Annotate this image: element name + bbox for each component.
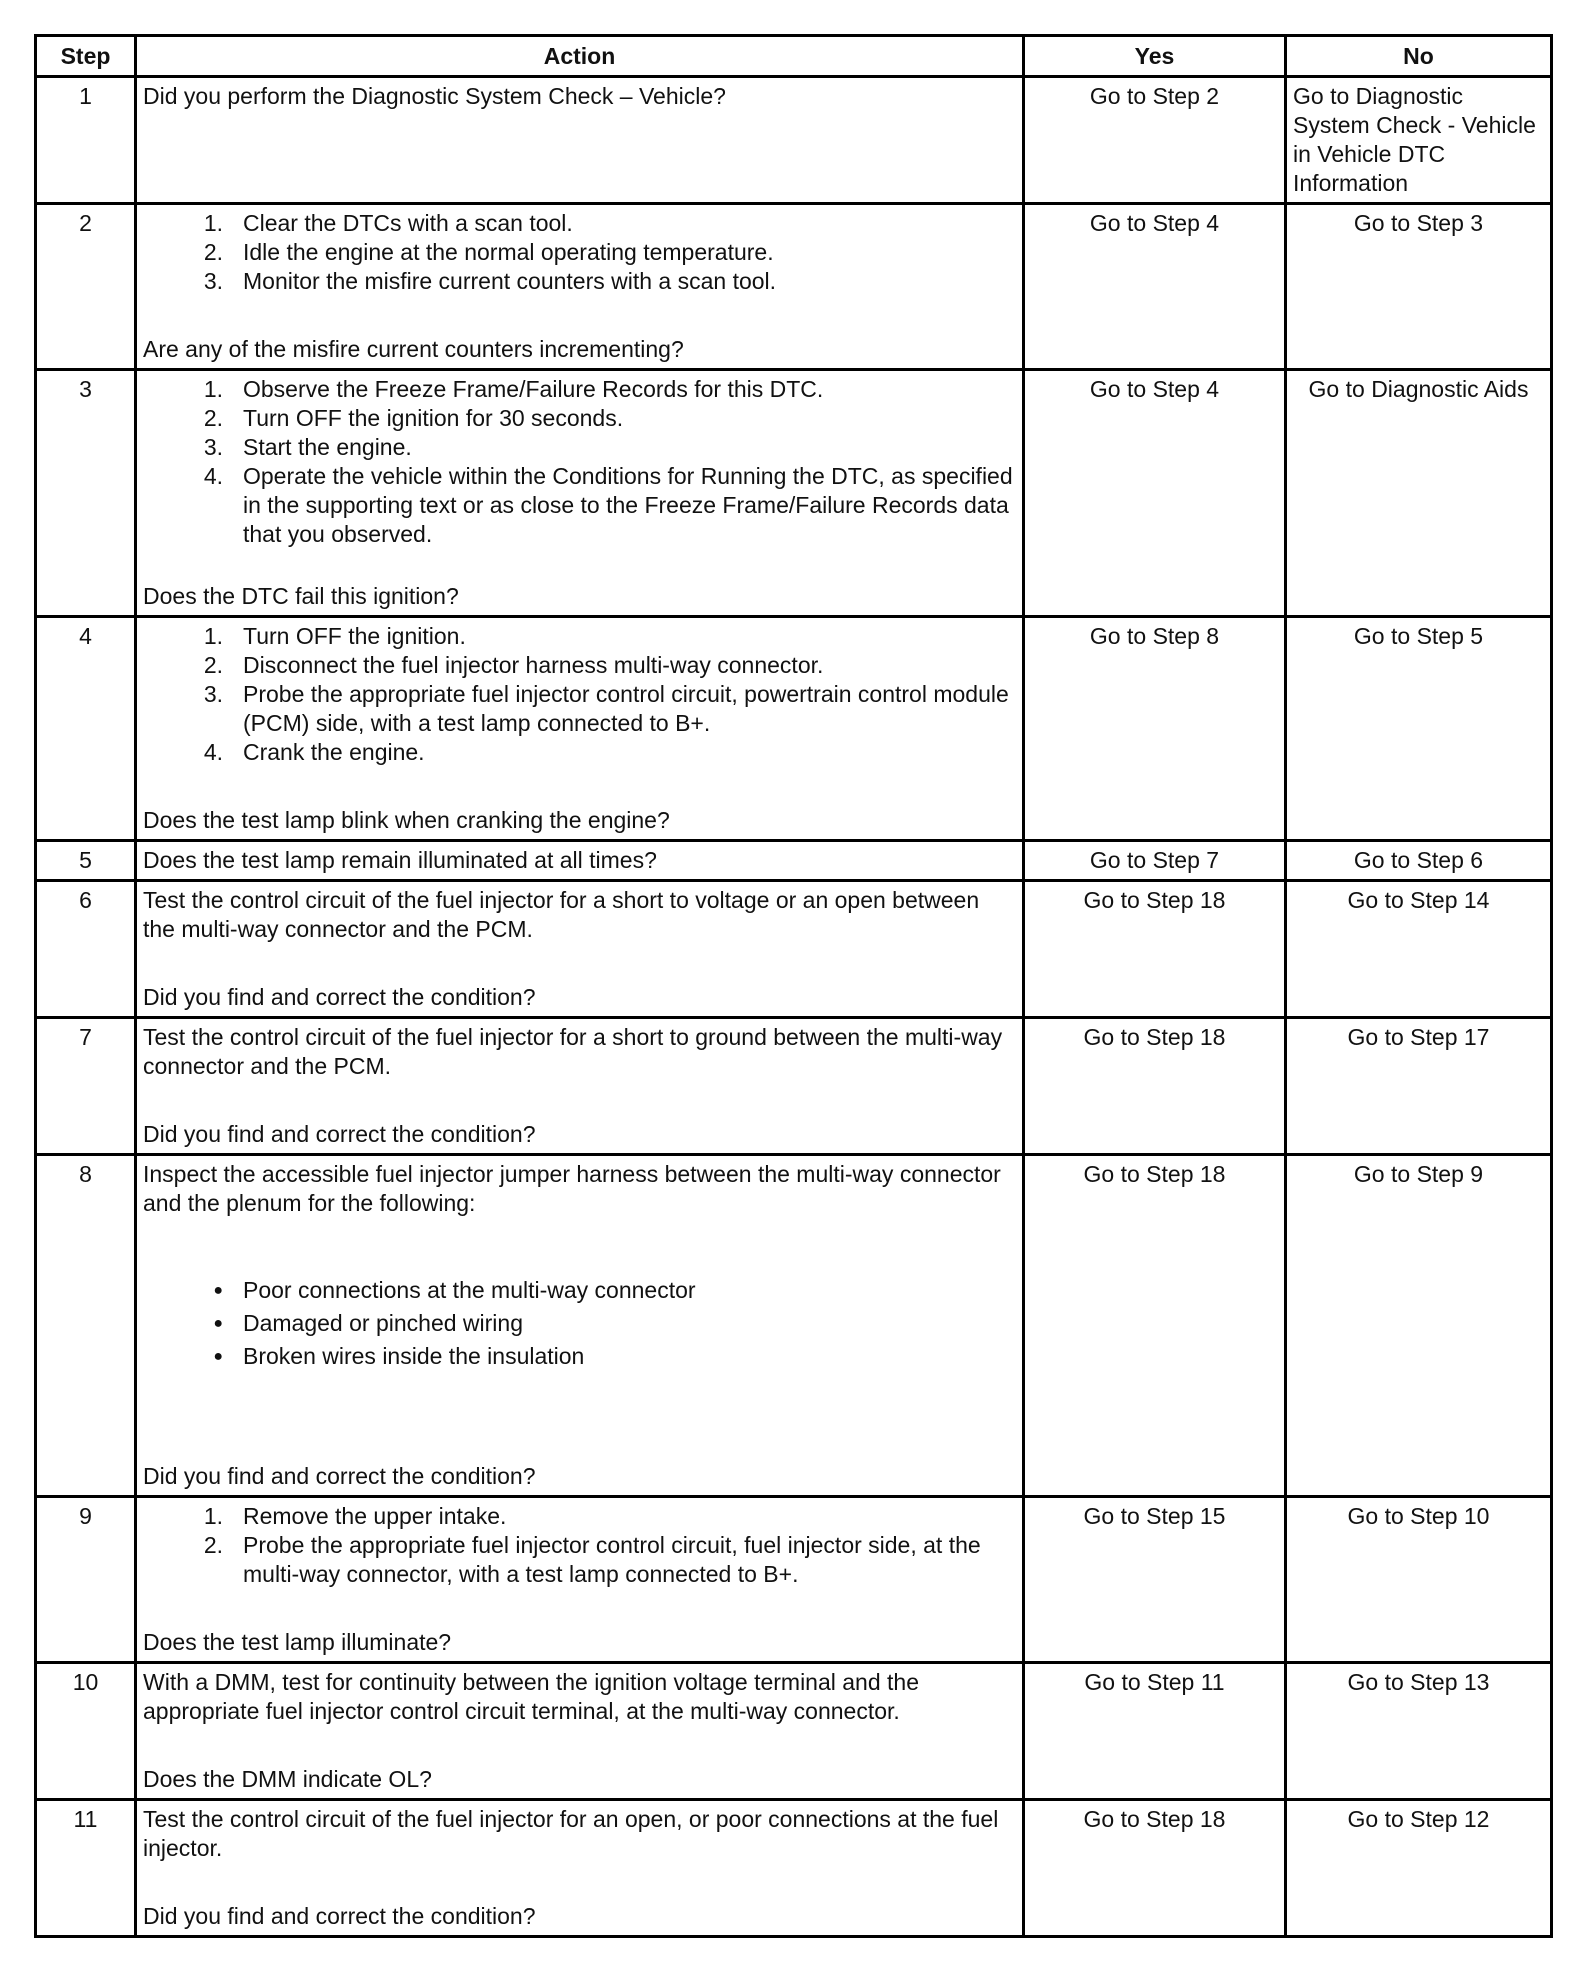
list-item-number: 3. <box>203 434 223 460</box>
yes-result: Go to Step 4 <box>1024 370 1286 617</box>
list-item-number: 2. <box>203 1532 223 1558</box>
list-item-number: 4. <box>203 739 223 765</box>
yes-result: Go to Step 18 <box>1024 881 1286 1018</box>
no-result: Go to Diagnostic Aids <box>1286 370 1552 617</box>
bullet-list <box>143 1276 1016 1371</box>
step-number: 9 <box>36 1497 136 1663</box>
step-number: 5 <box>36 841 136 881</box>
action-cell <box>136 204 1024 370</box>
step-number: 3 <box>36 370 136 617</box>
table-row <box>36 617 1552 841</box>
list-item-number: 1. <box>203 623 223 649</box>
list-item <box>143 238 1016 267</box>
action-cell <box>136 617 1024 841</box>
action-paragraph: Test the control circuit of the fuel injector for an open, or poor connections at the fuel injector. <box>143 1806 999 1861</box>
list-item <box>143 375 1016 404</box>
action-question: Does the DMM indicate OL? <box>143 1766 432 1792</box>
action-cell <box>136 841 1024 881</box>
no-result: Go to Diagnostic System Check - Vehicle in Vehicle DTC Information <box>1286 77 1552 204</box>
step-number: 4 <box>36 617 136 841</box>
action-cell <box>136 1497 1024 1663</box>
table-row <box>36 881 1552 1018</box>
action-question: Did you find and correct the condition? <box>143 984 536 1010</box>
list-item <box>143 738 1016 767</box>
list-item-text: Observe the Freeze Frame/Failure Records for this DTC. <box>243 376 824 402</box>
procedure-list <box>143 375 1016 549</box>
yes-result: Go to Step 7 <box>1024 841 1286 881</box>
no-result: Go to Step 6 <box>1286 841 1552 881</box>
action-cell <box>136 77 1024 204</box>
no-result: Go to Step 17 <box>1286 1018 1552 1155</box>
list-item-text: Turn OFF the ignition for 30 seconds. <box>243 405 624 431</box>
no-result: Go to Step 14 <box>1286 881 1552 1018</box>
header-action: Action <box>136 36 1024 77</box>
table-row <box>36 1497 1552 1663</box>
list-item-text: Poor connections at the multi-way connector <box>243 1277 696 1303</box>
list-item-text: Clear the DTCs with a scan tool. <box>243 210 573 236</box>
table-row <box>36 1663 1552 1800</box>
no-result: Go to Step 10 <box>1286 1497 1552 1663</box>
action-cell <box>136 881 1024 1018</box>
action-paragraph: Inspect the accessible fuel injector jumper harness between the multi-way connector and the plenum for the following: <box>143 1161 1001 1216</box>
list-item <box>143 680 1016 738</box>
step-number: 1 <box>36 77 136 204</box>
header-no: No <box>1286 36 1552 77</box>
list-item-number: 1. <box>203 376 223 402</box>
list-item-number: 3. <box>203 681 223 707</box>
action-cell <box>136 1155 1024 1497</box>
list-item-text: Idle the engine at the normal operating temperature. <box>243 239 774 265</box>
yes-result: Go to Step 8 <box>1024 617 1286 841</box>
action-question: Did you find and correct the condition? <box>143 1463 536 1489</box>
yes-result: Go to Step 18 <box>1024 1155 1286 1497</box>
list-item <box>143 462 1016 549</box>
action-cell <box>136 1800 1024 1937</box>
header-yes: Yes <box>1024 36 1286 77</box>
list-item-number: 2. <box>203 652 223 678</box>
list-item <box>143 622 1016 651</box>
no-result: Go to Step 9 <box>1286 1155 1552 1497</box>
procedure-list <box>143 622 1016 767</box>
list-item-text: Probe the appropriate fuel injector control circuit, fuel injector side, at the multi-way connector, with a test lamp connected to B+. <box>243 1532 981 1587</box>
list-item-text: Remove the upper intake. <box>243 1503 507 1529</box>
yes-result: Go to Step 11 <box>1024 1663 1286 1800</box>
list-item-text: Turn OFF the ignition. <box>243 623 466 649</box>
step-number: 6 <box>36 881 136 1018</box>
no-result: Go to Step 13 <box>1286 1663 1552 1800</box>
action-question: Does the test lamp illuminate? <box>143 1629 452 1655</box>
table-row <box>36 1155 1552 1497</box>
list-item <box>143 404 1016 433</box>
list-item-text: Monitor the misfire current counters with a scan tool. <box>243 268 777 294</box>
list-item-text: Probe the appropriate fuel injector control circuit, powertrain control module (PCM) side, with a test lamp connected to B+. <box>243 681 1009 736</box>
action-paragraph: Did you perform the Diagnostic System Check – Vehicle? <box>143 83 726 109</box>
yes-result: Go to Step 2 <box>1024 77 1286 204</box>
yes-result: Go to Step 15 <box>1024 1497 1286 1663</box>
list-item <box>143 1502 1016 1531</box>
list-item-number: 2. <box>203 405 223 431</box>
list-item <box>143 1342 1016 1371</box>
list-item <box>143 1531 1016 1589</box>
yes-result: Go to Step 18 <box>1024 1800 1286 1937</box>
action-question: Does the test lamp remain illuminated at all times? <box>143 847 657 873</box>
list-item <box>143 267 1016 296</box>
table-row <box>36 1800 1552 1937</box>
header-step: Step <box>36 36 136 77</box>
step-number: 10 <box>36 1663 136 1800</box>
list-item-text: Damaged or pinched wiring <box>243 1310 523 1336</box>
list-item-text: Start the engine. <box>243 434 412 460</box>
no-result: Go to Step 5 <box>1286 617 1552 841</box>
bullet-icon: ● <box>213 1348 223 1365</box>
list-item <box>143 651 1016 680</box>
list-item-text: Broken wires inside the insulation <box>243 1343 585 1369</box>
table-row <box>36 1018 1552 1155</box>
header-row <box>36 36 1552 77</box>
list-item-text: Operate the vehicle within the Conditions for Running the DTC, as specified in the supporting text or as close to the Freeze Frame/Failure Records data that you observed. <box>243 463 1013 547</box>
list-item <box>143 1309 1016 1338</box>
step-number: 7 <box>36 1018 136 1155</box>
diagnostic-table <box>34 34 1553 1938</box>
action-paragraph: Test the control circuit of the fuel injector for a short to ground between the multi-way connector and the PCM. <box>143 1024 1003 1079</box>
procedure-list <box>143 209 1016 296</box>
list-item-number: 4. <box>203 463 223 489</box>
action-cell <box>136 370 1024 617</box>
list-item-text: Disconnect the fuel injector harness multi-way connector. <box>243 652 824 678</box>
procedure-list <box>143 1502 1016 1589</box>
table-row <box>36 204 1552 370</box>
yes-result: Go to Step 4 <box>1024 204 1286 370</box>
list-item-number: 3. <box>203 268 223 294</box>
list-item-number: 1. <box>203 210 223 236</box>
table-row <box>36 841 1552 881</box>
no-result: Go to Step 12 <box>1286 1800 1552 1937</box>
list-item-text: Crank the engine. <box>243 739 425 765</box>
action-question: Did you find and correct the condition? <box>143 1121 536 1147</box>
action-paragraph: With a DMM, test for continuity between the ignition voltage terminal and the appropriate fuel injector control circuit terminal, at the multi-way connector. <box>143 1669 920 1724</box>
list-item <box>143 209 1016 238</box>
action-paragraph: Test the control circuit of the fuel injector for a short to voltage or an open between the multi-way connector and the PCM. <box>143 887 980 942</box>
action-question: Did you find and correct the condition? <box>143 1903 536 1929</box>
no-result: Go to Step 3 <box>1286 204 1552 370</box>
action-cell <box>136 1018 1024 1155</box>
bullet-icon: ● <box>213 1315 223 1332</box>
list-item-number: 1. <box>203 1503 223 1529</box>
list-item-number: 2. <box>203 239 223 265</box>
action-question: Does the DTC fail this ignition? <box>143 583 459 609</box>
table-row <box>36 77 1552 204</box>
action-question: Does the test lamp blink when cranking the engine? <box>143 807 670 833</box>
step-number: 8 <box>36 1155 136 1497</box>
action-cell <box>136 1663 1024 1800</box>
step-number: 11 <box>36 1800 136 1937</box>
list-item <box>143 433 1016 462</box>
bullet-icon: ● <box>213 1282 223 1299</box>
list-item <box>143 1276 1016 1305</box>
step-number: 2 <box>36 204 136 370</box>
yes-result: Go to Step 18 <box>1024 1018 1286 1155</box>
action-question: Are any of the misfire current counters incrementing? <box>143 336 684 362</box>
table-row <box>36 370 1552 617</box>
